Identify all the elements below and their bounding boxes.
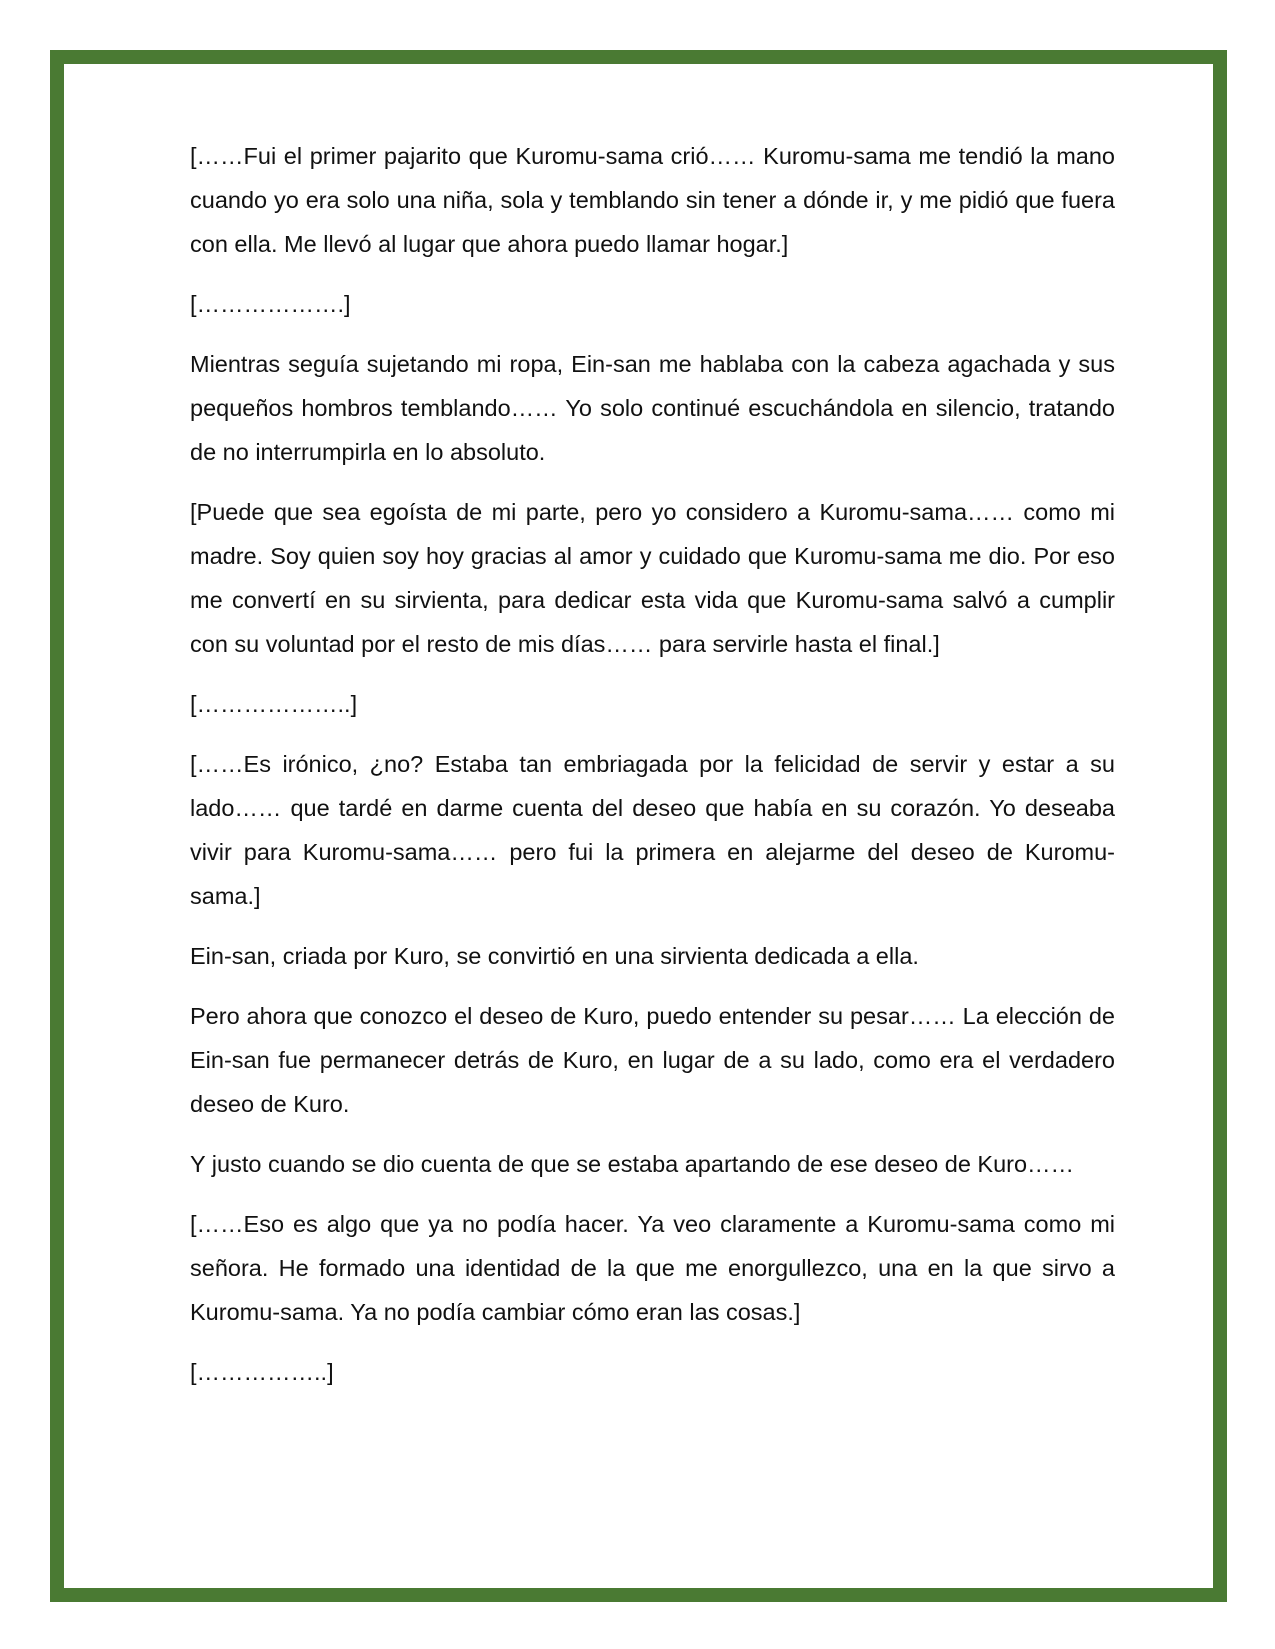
paragraph-11: [……………..] xyxy=(190,1359,334,1385)
paragraph-7: Ein-san, criada por Kuro, se convirtió en una sirvienta dedicada a ella. xyxy=(190,943,919,969)
paragraph-10: [……Eso es algo que ya no podía hacer. Ya veo claramente a Kuromu-sama como mi señora. He formado una identidad de la que me enorgullezco, una en la que sirvo a Kuromu-sama. Ya no podía cambiar cómo eran las cosas.] xyxy=(190,1211,1115,1325)
paragraph-3: Mientras seguía sujetando mi ropa, Ein-san me hablaba con la cabeza agachada y sus pequeños hombros temblando…… Yo solo continué escuchándola en silencio, tratando de no interrumpirla en lo absoluto. xyxy=(190,351,1115,465)
page-border-frame xyxy=(50,50,1227,1602)
paragraph-2: [……………….] xyxy=(190,291,351,317)
paragraph-9: Y justo cuando se dio cuenta de que se estaba apartando de ese deseo de Kuro…… xyxy=(190,1151,1075,1177)
paragraph-4: [Puede que sea egoísta de mi parte, pero yo considero a Kuromu-sama…… como mi madre. Soy quien soy hoy gracias al amor y cuidado que Kuromu-sama me dio. Por eso me convertí en su sirvienta, para dedicar esta vida que Kuromu-sama salvó a cumplir con su voluntad por el resto de mis días…… para servirle hasta el final.] xyxy=(190,499,1115,657)
document-text xyxy=(190,134,1115,1410)
paragraph-1: [……Fui el primer pajarito que Kuromu-sama crió…… Kuromu-sama me tendió la mano cuando yo era solo una niña, sola y temblando sin tener a dónde ir, y me pidió que fuera con ella. Me llevó al lugar que ahora puedo llamar hogar.] xyxy=(190,143,1115,257)
paragraph-6: [……Es irónico, ¿no? Estaba tan embriagada por la felicidad de servir y estar a su lado…… que tardé en darme cuenta del deseo que había en su corazón. Yo deseaba vivir para Kuromu-sama…… pero fui la primera en alejarme del deseo de Kuromu-sama.] xyxy=(190,751,1115,909)
paragraph-8: Pero ahora que conozco el deseo de Kuro, puedo entender su pesar…… La elección de Ein-san fue permanecer detrás de Kuro, en lugar de a su lado, como era el verdadero deseo de Kuro. xyxy=(190,1003,1115,1117)
paragraph-5: [………………..] xyxy=(190,691,358,717)
